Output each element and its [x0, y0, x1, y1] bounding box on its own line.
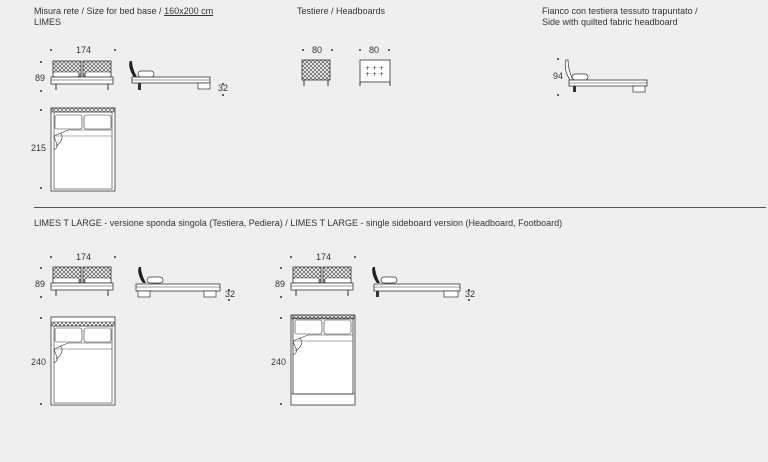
dim-dot: [222, 94, 224, 96]
headboard-a-width-label: 80: [312, 45, 323, 55]
dim-dot: [228, 299, 230, 301]
dim-dot: [280, 403, 282, 405]
dim-dot: [40, 61, 42, 63]
large-a-front-view: [48, 264, 118, 300]
large-b-height-label: 89: [275, 279, 286, 289]
dim-dot: [280, 296, 282, 298]
limes-height-label: 89: [35, 73, 46, 83]
headboards-title: Testiere / Headboards: [297, 6, 386, 16]
section-divider: [34, 207, 766, 208]
dim-dot: [354, 256, 356, 258]
large-a-length-label: 240: [31, 357, 47, 367]
large-b-front-view: [288, 264, 358, 300]
large-b-width-label: 174: [316, 252, 332, 262]
limes-width-label: 174: [76, 45, 92, 55]
dim-dot: [40, 267, 42, 269]
large-b-side-view: [370, 264, 462, 300]
dim-dot: [40, 90, 42, 92]
limes-top-view: [50, 106, 116, 192]
large-b-side-height-label: 32: [465, 289, 476, 299]
side-title-line1: Fianco con testiera tessuto trapuntato /: [542, 6, 698, 16]
dim-dot: [359, 49, 361, 51]
model-name: LIMES: [34, 17, 62, 27]
dim-dot: [40, 403, 42, 405]
large-a-side-view: [132, 264, 224, 300]
size-caption: [34, 6, 213, 17]
svg-text:+ + +: + + +: [365, 71, 384, 78]
dim-dot: [280, 267, 282, 269]
large-a-width-label: 174: [76, 252, 92, 262]
dim-dot: [40, 187, 42, 189]
limes-side-height-label: 32: [218, 83, 229, 93]
svg-text:+ + +: + + +: [365, 65, 384, 72]
dim-dot: [388, 49, 390, 51]
dim-dot: [331, 49, 333, 51]
large-a-height-label: 89: [35, 279, 46, 289]
headboard-quilted: [299, 58, 335, 88]
dim-dot: [50, 49, 52, 51]
dim-dot: [114, 256, 116, 258]
dim-dot: [114, 49, 116, 51]
dim-dot: [50, 256, 52, 258]
large-title: LIMES T LARGE - versione sponda singola (Testiera, Pediera) / LIMES T LARGE - single sideboard version (Headboard, Footboard): [34, 218, 563, 228]
headboard-b-width-label: 80: [369, 45, 380, 55]
dim-dot: [40, 317, 42, 319]
large-b-length-label: 240: [271, 357, 287, 367]
size-value: 160x200 cm: [164, 6, 214, 16]
limes-length-label: 215: [31, 143, 47, 153]
limes-side-view: [126, 58, 216, 94]
side-height-label: 94: [553, 71, 564, 81]
side-title-line2: Side with quilted fabric headboard: [542, 17, 678, 27]
dim-dot: [290, 256, 292, 258]
dim-dot: [557, 58, 559, 60]
dim-dot: [302, 49, 304, 51]
large-a-top-view: [50, 315, 116, 407]
dim-dot: [40, 296, 42, 298]
dim-dot: [557, 94, 559, 96]
large-b-top-view: [290, 313, 356, 407]
size-label: Misura rete / Size for bed base /: [34, 6, 165, 16]
headboard-tufted: [357, 58, 393, 88]
limes-front-view: [48, 58, 118, 94]
dim-dot: [280, 317, 282, 319]
side-view-quilted: [563, 58, 653, 96]
large-a-side-height-label: 32: [225, 289, 236, 299]
dim-dot: [40, 109, 42, 111]
dim-dot: [468, 299, 470, 301]
